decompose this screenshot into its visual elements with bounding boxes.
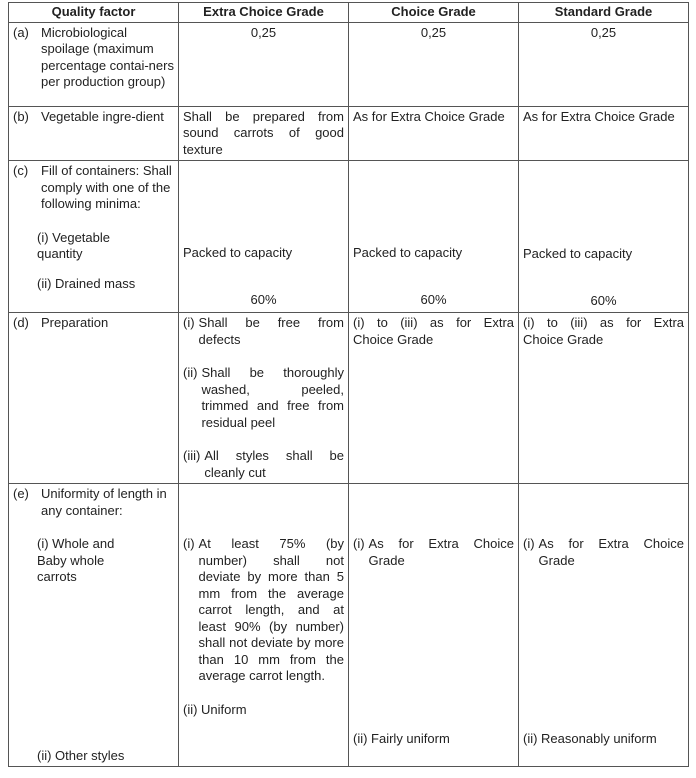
extra-cell: 0,25 xyxy=(179,22,349,106)
extra-cell xyxy=(179,313,349,484)
quality-table xyxy=(8,2,689,767)
item-text: (ii) Fairly uniform xyxy=(353,731,450,746)
choice-cell xyxy=(349,484,519,767)
value-text: 60% xyxy=(250,291,277,307)
item-text: Shall be free from defects xyxy=(198,315,344,347)
extra-cell: Shall be prepared from sound carrots of good texture xyxy=(179,106,349,161)
factor-text: Preparation xyxy=(41,315,109,330)
header-row xyxy=(9,3,689,23)
standard-cell xyxy=(519,484,689,767)
item-text: At least 75% (by number) shall not deviate by more than 5 mm from the average carrot length, and at least 90% (by number) shall not deviate by more than 10 mm from the average carrot length. xyxy=(198,536,344,683)
factor-cell xyxy=(9,22,179,106)
row-letter: (d) xyxy=(13,315,29,330)
choice-cell: 0,25 xyxy=(349,22,519,106)
item-text: (ii) Reasonably uniform xyxy=(523,731,657,746)
table-row xyxy=(9,106,689,161)
factor-cell xyxy=(9,484,179,767)
row-letter: (c) xyxy=(13,163,29,178)
value-text: Packed to capacity xyxy=(353,245,463,260)
extra-cell xyxy=(179,161,349,313)
factor-text: Microbiological spoilage (maximum percentage contai-ners per production group) xyxy=(41,24,174,89)
header-extra-choice: Extra Choice Grade xyxy=(179,3,349,23)
value-text: 60% xyxy=(420,291,447,307)
standard-cell: As for Extra Choice Grade xyxy=(519,106,689,161)
sub-factor: (i) Vegetable quantity xyxy=(37,229,110,261)
choice-cell xyxy=(349,161,519,313)
header-choice: Choice Grade xyxy=(349,3,519,23)
sub-factor: (ii) Drained mass xyxy=(37,275,136,291)
value-text: 60% xyxy=(590,292,617,308)
factor-cell xyxy=(9,106,179,161)
standard-cell: 0,25 xyxy=(519,22,689,106)
header-quality-factor: Quality factor xyxy=(9,3,179,23)
factor-text: Uniformity of length in any container: xyxy=(41,486,167,518)
item-number: (i) xyxy=(183,315,195,330)
standard-cell: (i) to (iii) as for Extra Choice Grade xyxy=(519,313,689,484)
table-row xyxy=(9,484,689,767)
item-text: Shall be thoroughly washed, peeled, trimmed and free from residual peel xyxy=(201,365,344,430)
extra-cell xyxy=(179,484,349,767)
item-number: (iii) xyxy=(183,448,201,463)
table-row xyxy=(9,161,689,313)
factor-cell xyxy=(9,161,179,313)
item-number: (ii) xyxy=(183,365,198,380)
sub-factor: (ii) Other styles xyxy=(37,747,125,763)
header-standard: Standard Grade xyxy=(519,3,689,23)
choice-cell: As for Extra Choice Grade xyxy=(349,106,519,161)
item-number: (i) xyxy=(523,536,535,551)
choice-cell: (i) to (iii) as for Extra Choice Grade xyxy=(349,313,519,484)
item-text: (ii) Uniform xyxy=(183,701,247,717)
table-row xyxy=(9,22,689,106)
value-text: Packed to capacity xyxy=(523,246,633,261)
item-number: (i) xyxy=(353,536,365,551)
row-letter: (b) xyxy=(13,108,29,124)
standard-cell xyxy=(519,161,689,313)
factor-text: Vegetable ingre-dient xyxy=(41,108,164,124)
row-letter: (e) xyxy=(13,486,29,501)
item-text: As for Extra Choice Grade xyxy=(368,536,514,568)
item-text: All styles shall be cleanly cut xyxy=(204,448,344,480)
sub-factor: (i) Whole and Baby whole carrots xyxy=(37,536,115,584)
factor-cell xyxy=(9,313,179,484)
table-row xyxy=(9,313,689,484)
item-number: (i) xyxy=(183,536,195,551)
item-text: As for Extra Choice Grade xyxy=(538,536,684,568)
value-text: Packed to capacity xyxy=(183,245,293,260)
factor-text: Fill of containers: Shall comply with one of the following minima: xyxy=(41,163,172,211)
row-letter: (a) xyxy=(13,24,29,40)
